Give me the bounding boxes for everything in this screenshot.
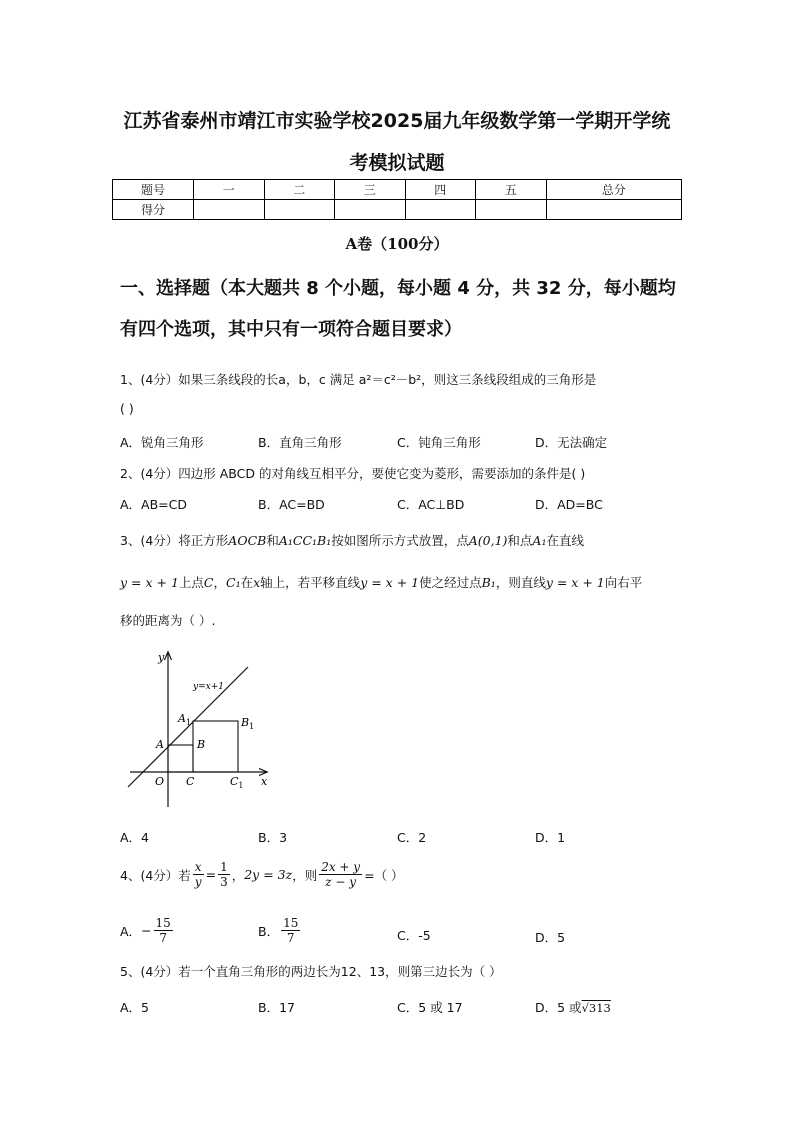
option-label: D．5 或 [535, 1000, 582, 1015]
q3-text: 使之经过点 [419, 575, 482, 590]
q5-option-b: B．17 [258, 1000, 295, 1015]
document-title-line1: 江苏省泰州市靖江市实验学校2025届九年级数学第一学期开学统 [123, 110, 671, 132]
score-table [112, 179, 682, 220]
q3-option-a: A．4 [120, 830, 150, 845]
q4-stem [120, 860, 404, 889]
line-y-equals-x-plus-1 [128, 667, 248, 787]
q4-target-fraction [319, 860, 362, 889]
frac-numerator: 1 [220, 860, 228, 874]
score-cell [405, 200, 476, 220]
q1-option-d: D．无法确定 [535, 435, 608, 450]
q3-text: ， [213, 575, 227, 590]
q3-option-b: B．3 [258, 830, 288, 845]
score-header-cell: 四 [405, 180, 476, 200]
option-sign: − [141, 923, 152, 938]
q3-text: 3、(4分）将正方形 [120, 533, 229, 548]
score-cell [546, 200, 682, 220]
label-a1-letter: A [178, 712, 186, 725]
frac-denominator: 3 [220, 875, 228, 889]
q4-text: =（ ） [364, 867, 404, 883]
q5-option-c: C．5 或 17 [397, 1000, 463, 1015]
q4-option-c: C．-5 [397, 928, 431, 943]
q3-line-equation: y = x + 1 [360, 575, 420, 590]
frac-numerator: 15 [155, 916, 171, 930]
frac-numerator: 2x + y [321, 860, 361, 874]
frac-denominator: 7 [159, 931, 167, 945]
q3-option-d: D．1 [535, 830, 566, 845]
q4-option-d: D．5 [535, 930, 566, 945]
q4-condition: 2y = 3z [244, 867, 293, 882]
q4-option-b-fraction [281, 916, 300, 945]
q5-sqrt-313: √313 [581, 1001, 611, 1015]
q5-option-d [535, 998, 611, 1016]
q4-text: ，则 [292, 867, 318, 883]
score-header-cell: 题号 [113, 180, 194, 200]
frac-numerator: 15 [283, 916, 299, 930]
option-label: A． [120, 923, 142, 939]
q2-option-c: C．AC⊥BD [397, 497, 465, 512]
q3-text: 在 [240, 575, 254, 590]
q3-text: ，则直线 [495, 575, 546, 590]
q1-option-b: B．直角三角形 [258, 435, 342, 450]
q3-text: 和点 [507, 533, 533, 548]
label-a1 [177, 712, 191, 727]
label-a1-sub: 1 [185, 718, 192, 727]
q3-option-c: C．2 [397, 830, 427, 845]
part1-heading-line1: 一、选择题（本大题共 8 个小题，每小题 4 分，共 32 分，每小题均 [120, 278, 676, 299]
q4-text: 4、(4分）若 [120, 867, 191, 883]
q3-var-x: x [253, 575, 261, 590]
q3-text: 轴上，若平移直线 [260, 575, 361, 590]
frac-denominator: y [194, 875, 202, 889]
document-title-line2: 考模拟试题 [349, 152, 445, 174]
part1-heading-line2: 有四个选项，其中只有一项符合题目要求） [120, 319, 462, 340]
score-header-cell: 三 [335, 180, 406, 200]
frac-denominator: 7 [286, 931, 295, 945]
frac-numerator: x [194, 860, 202, 874]
q4-option-b [258, 916, 302, 945]
q3-stem-line2 [120, 573, 642, 591]
q3-figure [120, 645, 280, 815]
score-header-cell: 二 [264, 180, 335, 200]
q1-answer-paren: ( ) [120, 401, 134, 416]
label-b1-sub: 1 [249, 722, 255, 731]
q1-option-a: A．锐角三角形 [120, 435, 204, 450]
section-a-title: A卷（100分） [345, 235, 449, 253]
score-table-header-row [113, 180, 682, 200]
q4-fraction-x-over-y [193, 860, 204, 889]
q4-option-a-fraction [154, 916, 173, 945]
score-cell [194, 200, 265, 220]
q3-square-aocb: AOCB [228, 533, 267, 548]
q3-point-b1: B₁ [481, 575, 496, 590]
q3-line-equation: y = x + 1 [545, 575, 605, 590]
q3-point-a: A(0,1) [468, 533, 508, 548]
label-b1-letter: B [241, 716, 250, 729]
frac-denominator: z − y [325, 875, 357, 889]
square-aocb [168, 745, 193, 772]
label-line-equation: y=x+1 [193, 682, 224, 692]
label-c1 [230, 775, 244, 790]
label-y: y [158, 651, 165, 664]
score-cell [264, 200, 335, 220]
q4-fraction-one-third [218, 860, 230, 889]
label-o: O [155, 775, 165, 788]
q3-line-equation: y = x + 1 [120, 575, 179, 590]
q5-stem: 5、(4分）若一个直角三角形的两边长为12、13，则第三边长为（ ） [120, 964, 502, 979]
option-label: B． [258, 923, 280, 939]
q5-option-a: A．5 [120, 1000, 150, 1015]
q4-text: ， [231, 867, 245, 883]
score-header-cell: 五 [476, 180, 547, 200]
q3-text: 在直线 [546, 533, 584, 548]
q3-point-c1: C₁ [226, 575, 241, 590]
score-table-score-row [113, 200, 682, 220]
score-header-cell: 一 [194, 180, 265, 200]
label-c: C [186, 775, 195, 788]
q3-stem-line1 [120, 531, 584, 549]
score-cell [476, 200, 547, 220]
q2-option-d: D．AD=BC [535, 497, 603, 512]
label-a: A [156, 738, 164, 751]
label-x: x [261, 775, 268, 788]
score-row-label: 得分 [113, 200, 194, 220]
q4-option-a [120, 916, 175, 945]
label-b1 [240, 716, 254, 731]
q1-option-c: C．钝角三角形 [397, 435, 481, 450]
q3-stem-line3: 移的距离为（ ）. [120, 613, 216, 628]
label-c1-letter: C [230, 775, 239, 788]
q1-stem: 1、(4分）如果三条线段的长a，b，c 满足 a²＝c²－b²，则这三条线段组成的三角形是 [120, 372, 597, 387]
q3-text: 上点 [178, 575, 204, 590]
q3-text: 向右平 [604, 575, 643, 590]
q2-stem: 2、(4分）四边形 ABCD 的对角线互相平分，要使它变为菱形，需要添加的条件是( ) [120, 466, 586, 481]
label-c1-sub: 1 [238, 781, 244, 790]
q3-point-c: C [203, 575, 214, 590]
score-header-cell: 总分 [546, 180, 682, 200]
q3-text: 和 [266, 533, 279, 548]
label-b: B [197, 738, 206, 751]
q3-point-a1: A₁ [532, 533, 547, 548]
q4-equals: = [205, 867, 217, 882]
q2-option-b: B．AC=BD [258, 497, 325, 512]
score-cell [335, 200, 406, 220]
q2-option-a: A．AB=CD [120, 497, 188, 512]
q3-square-a1cc1b1: A₁CC₁B₁ [278, 533, 332, 548]
q3-text: 按如图所示方式放置，点 [331, 533, 469, 548]
